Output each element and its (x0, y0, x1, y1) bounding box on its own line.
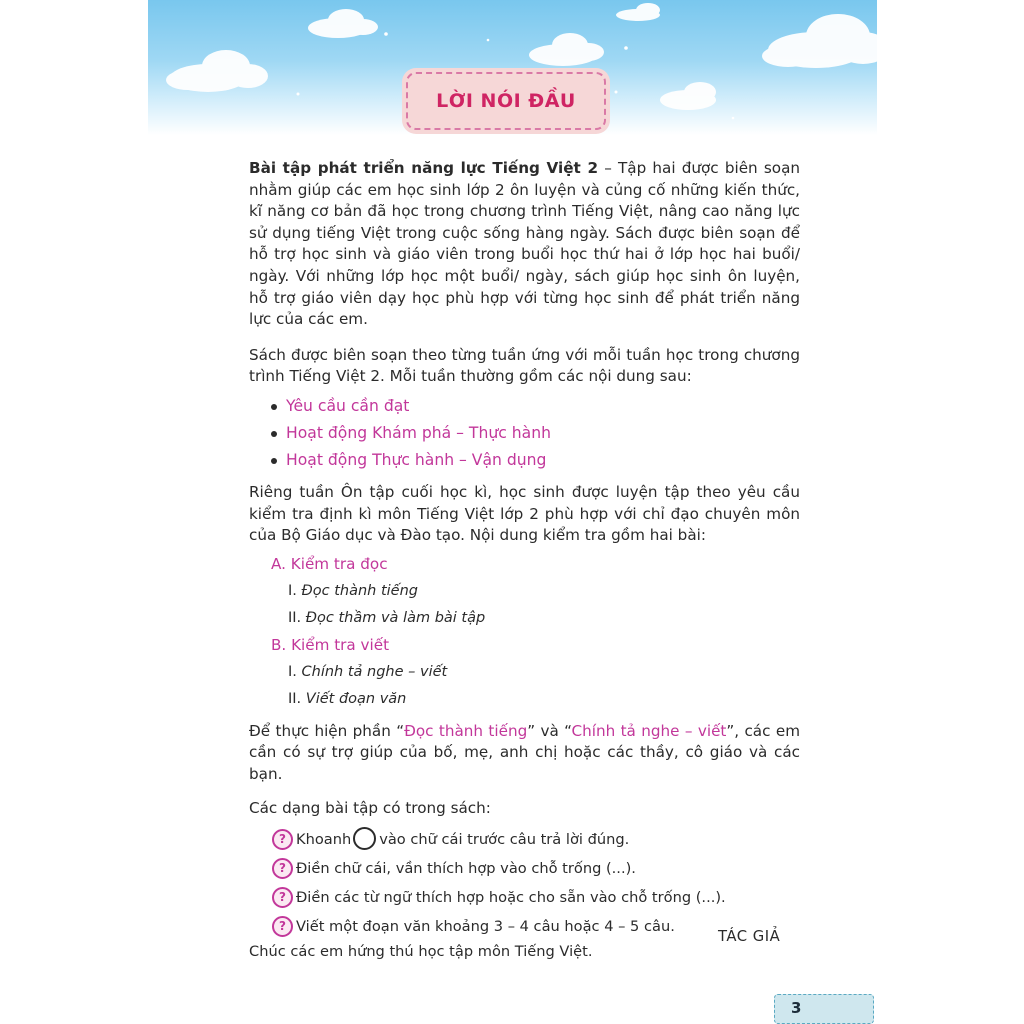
exercise-item: ? Viết một đoạn văn khoảng 3 – 4 câu hoặc 4 – 5 câu. (249, 912, 800, 941)
exercise-item: ? Điền các từ ngữ thích hợp hoặc cho sẵn vào chỗ trống (...). (249, 883, 800, 912)
page-title: LỜI NÓI ĐẦU (436, 90, 576, 112)
question-icon: ? (272, 887, 293, 908)
structure-paragraph: Sách được biên soạn theo từng tuần ứng với mỗi tuần học trong chương trình Tiếng Việt 2. Mỗi tuần thường gồm các nội dung sau: (249, 345, 800, 386)
page-number-tab (774, 994, 874, 1024)
types-intro: Các dạng bài tập có trong sách: (249, 798, 491, 817)
list-item: Hoạt động Thực hành – Vận dụng (249, 447, 800, 474)
closing-line: Chúc các em hứng thú học tập môn Tiếng Việt. (249, 943, 593, 961)
exercise-item: ? Điền chữ cái, vần thích hợp vào chỗ trống (...). (249, 854, 800, 883)
section-reading: A. Kiểm tra đọc (271, 554, 388, 573)
question-icon: ? (272, 916, 293, 937)
title-banner (406, 72, 606, 130)
sub-item: II. Đọc thầm và làm bài tập (288, 609, 486, 626)
bullet-icon (271, 458, 277, 464)
sub-item: I. Chính tả nghe – viết (288, 663, 448, 680)
intro-text: – Tập hai được biên soạn nhằm giúp các em học sinh lớp 2 ôn luyện và củng cố những kiến thức, kĩ năng cơ bản đã học trong chương trình Tiếng Việt, nâng cao năng lực sử dụng tiếng Việt trong cuộc sống hàng ngày. Sách được biên soạn để hỗ trợ học sinh và giáo viên trong buổi học thứ hai ở lớp học hai buổi/ ngày. Với những lớp học một buổi/ ngày, sách giúp học sinh ôn luyện, hỗ trợ giáo viên dạy học phù hợp với từng học sinh để phát triển năng lực của các em. (249, 159, 801, 329)
question-icon: ? (272, 858, 293, 879)
preface-content (249, 158, 800, 963)
help-paragraph: Để thực hiện phần “Đọc thành tiếng” và “Chính tả nghe – viết”, các em cần có sự trợ giúp của bố, mẹ, anh chị hoặc các thầy, cô giáo và các bạn. (249, 721, 800, 783)
page-number: 3 (791, 999, 802, 1017)
circle-icon (353, 827, 376, 850)
bullet-icon (271, 431, 277, 437)
sub-item: I. Đọc thành tiếng (288, 582, 418, 599)
sub-item: II. Viết đoạn văn (288, 690, 407, 707)
section-writing: B. Kiểm tra viết (271, 635, 390, 654)
exercise-item: ? Khoanh vào chữ cái trước câu trả lời đúng. (249, 825, 800, 854)
sky-header (148, 0, 877, 135)
intro-paragraph (249, 158, 800, 331)
list-item: Hoạt động Khám phá – Thực hành (249, 420, 800, 447)
weekly-content-list (249, 393, 800, 474)
book-title: Bài tập phát triển năng lực Tiếng Việt 2 (249, 159, 599, 177)
list-item: Yêu cầu cần đạt (249, 393, 800, 420)
author-signature: TÁC GIẢ (718, 928, 781, 945)
bullet-icon (271, 404, 277, 410)
book-page (148, 0, 877, 1024)
question-icon: ? (272, 829, 293, 850)
review-paragraph: Riêng tuần Ôn tập cuối học kì, học sinh được luyện tập theo yêu cầu kiểm tra định kì môn Tiếng Việt lớp 2 phù hợp với chỉ đạo chuyên môn của Bộ Giáo dục và Đào tạo. Nội dung kiểm tra gồm hai bài: (249, 482, 800, 545)
